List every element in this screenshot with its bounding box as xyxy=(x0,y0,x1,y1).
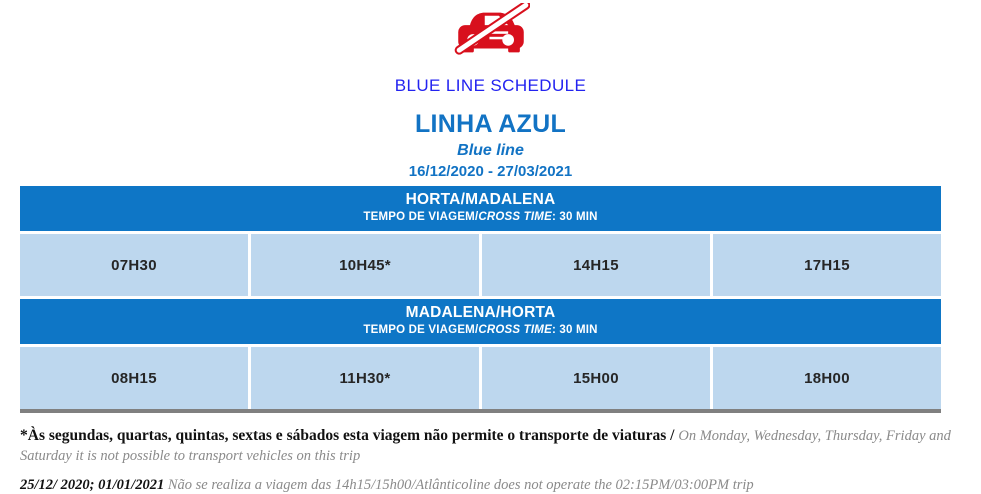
cross-time-pt: TEMPO DE VIAGEM/ xyxy=(363,324,479,336)
header xyxy=(0,0,981,180)
times-row-madalena-horta xyxy=(20,347,941,409)
time-cell: 15H00 xyxy=(482,347,710,409)
route-title: HORTA/MADALENA xyxy=(405,191,556,208)
page-title-portuguese: LINHA AZUL xyxy=(414,110,567,138)
footnotes xyxy=(20,426,961,494)
cross-time-en: CROSS TIME xyxy=(478,324,552,336)
cross-time-value: : 30 MIN xyxy=(551,211,598,223)
table-bottom-rule xyxy=(20,409,941,413)
time-cell: 07H30 xyxy=(20,234,248,296)
time-cell: 14H15 xyxy=(482,234,710,296)
footnote-holidays xyxy=(20,476,961,494)
cross-time-pt: TEMPO DE VIAGEM/ xyxy=(363,211,479,223)
footnote-holidays-text: Não se realiza a viagem das 14h15/15h00/Atlânticoline does not operate the 02:15PM/03:00PM trip xyxy=(167,476,754,493)
time-cell: 10H45* xyxy=(251,234,479,296)
cross-time-label xyxy=(20,211,941,223)
schedule-table xyxy=(20,186,941,413)
line-name-english: Blue line xyxy=(457,142,524,159)
route-header-madalena-horta xyxy=(20,299,941,344)
time-cell: 11H30* xyxy=(251,347,479,409)
time-cell: 18H00 xyxy=(713,347,941,409)
footnote-no-vehicles-pt: *Às segundas, quartas, quintas, sextas e sábados esta viagem não permite o transporte de viaturas / xyxy=(20,427,679,444)
times-row-horta-madalena xyxy=(20,234,941,296)
page-title-english: BLUE LINE SCHEDULE xyxy=(394,76,587,95)
cross-time-en: CROSS TIME xyxy=(478,211,552,223)
validity-date-range: 16/12/2020 - 27/03/2021 xyxy=(408,163,573,180)
cross-time-value: : 30 MIN xyxy=(551,324,598,336)
footnote-no-vehicles-en: On Monday, Wednesday, Thursday, Friday and Saturday it is not possible to transport vehicles on this trip xyxy=(20,428,951,464)
time-cell: 08H15 xyxy=(20,347,248,409)
footnote-holiday-dates: 25/12/ 2020; 01/01/2021 xyxy=(20,476,168,493)
cross-time-label xyxy=(20,324,941,336)
route-header-horta-madalena xyxy=(20,186,941,231)
no-vehicles-icon xyxy=(452,3,530,60)
route-title: MADALENA/HORTA xyxy=(405,304,556,321)
time-cell: 17H15 xyxy=(713,234,941,296)
footnote-no-vehicles xyxy=(20,426,961,466)
